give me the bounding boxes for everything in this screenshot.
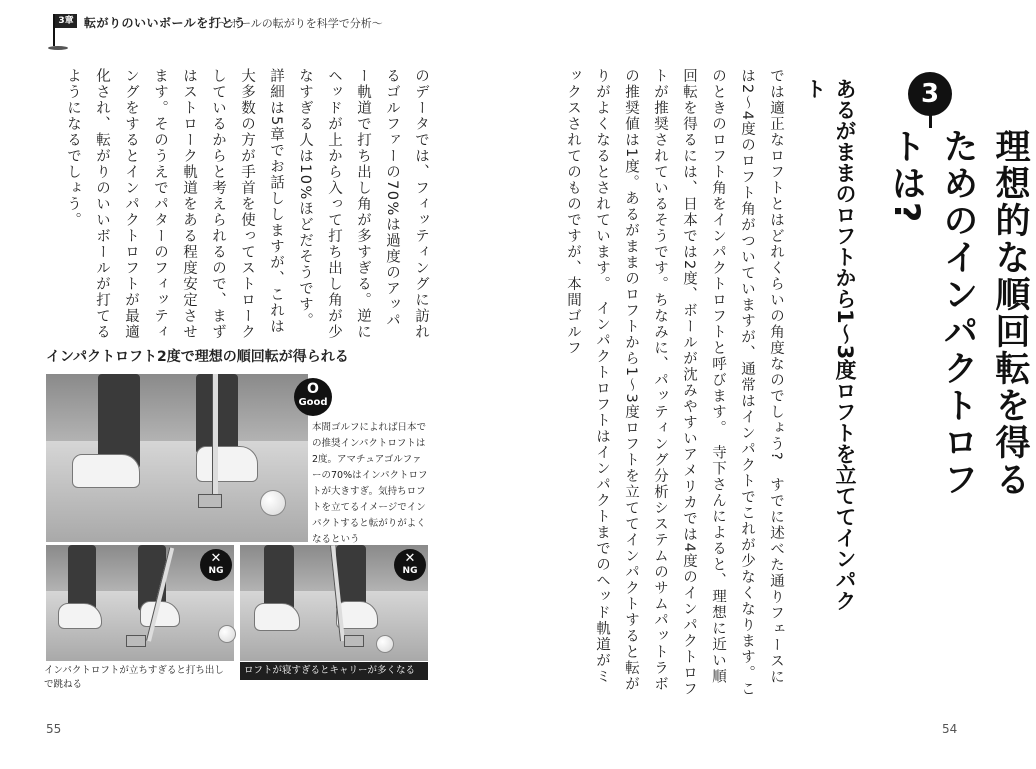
good-label: Good <box>298 397 328 408</box>
body-text-right-page: では適正なロフトとはどれくらいの角度なのでしょう? すでに述べた通りフェースには2～4度のロフト角がついていますが、通常はインパクトでこれが少なくなります。このときのロフト角をインパクトロフトと呼びます。 寺下さんによると、理想に近い順回転を得るには、日本では2度、ボールが沈みやすいアメリカでは4度のインパクトロフトが推奨されているそうです。ちなみに、パッティング分析システムのサムパットラボの推奨値は1度。あるがままのロフトから1～3度ロフトを立ててインパクトすると転がりがよくなるとされています。 インパクトロフトはインパクトまでのヘッド軌道がミックスされてのものですが、本間ゴルフ <box>565 68 784 698</box>
ng-label: NG <box>402 566 418 576</box>
running-header-title: 転がりのいいボールを打とう <box>84 16 247 30</box>
flag-icon <box>48 10 78 50</box>
section-number-badge: 3 <box>908 72 952 116</box>
ng-photo-caption-2: ロフトが寝すぎるとキャリーが多くなる <box>240 662 428 680</box>
body-text-left-page: のデータでは、フィッティングに訪れるゴルファーの70%は過度のアッパー軌道で打ち出し角が多すぎる。逆にヘッドが上から入って打ち出し角が少なすぎる人は10%ほどだそうです。 詳細は5章でお話ししますが、これは大多数の方が手首を使ってストロークしているからと考えられるので、まずはストローク軌道をある程度安定させます。そのうえでパターのフィッティングをするとインパクトロフトが最適化され、転がりのいいボールが打てるようになるでしょう。 <box>65 68 429 340</box>
good-badge <box>294 378 332 416</box>
ng-label: NG <box>208 566 224 576</box>
figure-caption: インパクトロフト2度で理想の順回転が得られる <box>46 349 349 365</box>
section-title: 理想的な順回転を得るためのインパクトロフトは? <box>886 128 1030 498</box>
page-number-right: 54 <box>942 722 958 736</box>
page-number-left: 55 <box>46 722 62 736</box>
ng-badge-2 <box>394 549 426 581</box>
cross-icon: ✕ <box>404 551 416 566</box>
section-subtitle: あるがままのロフトから1～3度ロフトを立ててインパクト <box>803 78 857 612</box>
ng-photo-caption-1: インパクトロフトが立ちすぎると打ち出しで跳ねる <box>40 662 234 694</box>
tee-icon <box>929 114 932 128</box>
good-photo-caption: 本間ゴルフによれば日本での推奨インパクトロフトは2度。アマチュアゴルファーの70%はインパクトロフトが大きすぎ。気持ちロフトを立てるイメージでインパクトすると転がりがよくなるという <box>312 422 428 545</box>
ng-badge-1 <box>200 549 232 581</box>
circle-icon: O <box>307 381 319 397</box>
cross-icon: ✕ <box>210 551 222 566</box>
chapter-badge: 3章 <box>55 14 77 28</box>
running-header-subtitle: ～ボールの転がりを科学で分析～ <box>218 17 383 30</box>
photo-good-putt <box>46 374 308 542</box>
